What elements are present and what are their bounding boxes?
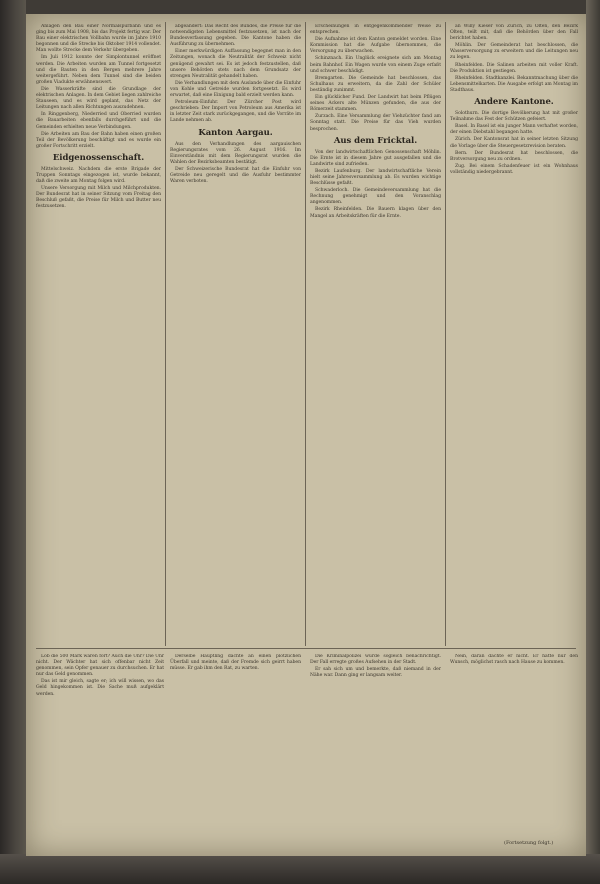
article-paragraph: Die Arbeiten am Bau der Bahn haben einen großen Teil der Bevölkerung beschäftigt und es wurde ein großer Fortschritt erzielt. (36, 131, 161, 149)
article-paragraph: Erscheinungen in entgegenkommender Weise zu entsprechen. (310, 24, 441, 36)
article-paragraph: Schwaderloch. Die Gemeindeversammlung hat die Rechnung genehmigt und den Voranschlag angenommen. (310, 188, 441, 206)
article-paragraph: an Willy Kieser von Zürich, zu Olten, den Bezirk Olten, teilt mit, daß die Behörden über den Fall berichtet haben. (450, 24, 578, 42)
section-heading-andere-kantone: Andere Kantone. (474, 97, 554, 108)
article-paragraph: Schinznach. Ein Unglück ereignete sich am Montag beim Bahnhof. Ein Wagen wurde von einem Zuge erfaßt und schwer beschädigt. (310, 56, 441, 74)
article-paragraph: Bremgarten. Die Gemeinde hat beschlossen, das Schulhaus zu erweitern, da die Zahl der Schüler beständig zunimmt. (310, 75, 441, 93)
feuilleton-column-2 (170, 654, 301, 844)
article-paragraph: Solothurn. Die dortige Bevölkerung hat mit großer Teilnahme das Fest der Schützen gefeiert. (450, 111, 578, 123)
article-paragraph: Bern. Der Bundesrat hat beschlossen, die Brotversorgung neu zu ordnen. (450, 150, 578, 162)
article-paragraph: Rheinfelden. Stadtkanzlei. Bekanntmachung über die Lebensmittelkarten. Die Ausgabe erfolgt am Montag im Stadthaus. (450, 75, 578, 93)
feuilleton-paragraph: Lob die 500 Mark waren fort? Auch die Uhr? Die Uhr nicht. Der Wächter hat sich offenbar nicht Zeit genommen, sein Opfer genauer zu durchsuchen. Er hat nur das Geld genommen. (36, 654, 164, 678)
feuilleton-rule (36, 648, 576, 649)
article-paragraph: Möhlin. Der Gemeinderat hat beschlossen, die Wasserversorgung zu erweitern und die Leitungen neu zu legen. (450, 43, 578, 61)
section-heading-fricktal: Aus dem Fricktal. (333, 135, 418, 146)
page-edge-right (586, 0, 600, 884)
feuilleton-paragraph: Die Kriminalpolizei wurde sogleich benachrichtigt. Der Fall erregte großes Aufsehen in der Stadt. (310, 654, 441, 666)
column-rule (165, 22, 166, 646)
article-paragraph: Die Wasserkräfte sind die Grundlage der elektrischen Anlagen. In dem Gebiet liegen zahlreiche Stauseen, und es wird geplant, das Netz der Leitungen nach allen Richtungen auszudehnen. (36, 86, 161, 111)
article-paragraph: Ein glücklicher Fund. Der Landwirt hat beim Pflügen seines Ackers alte Münzen gefunden, die aus der Römerzeit stammen. (310, 95, 441, 113)
column-rule (305, 22, 306, 646)
article-paragraph: Von der landwirtschaftlichen Genossenschaft Möhlin. Die Ernte ist in diesem Jahre gut ausgefallen und die Landwirte sind zufrieden. (310, 149, 441, 167)
article-paragraph: Im Juli 1912 konnte der Simplontunnel eröffnet werden. Die Arbeiten wurden am Tunnel fortgesetzt und die Bauten in den Bergen mehrere Jahre weitergeführt. Neben dem Tunnel sind die beiden großen Viadukte erwähnenswert. (36, 55, 161, 85)
article-paragraph: Bezirk Laufenburg. Der landwirtschaftliche Verein hielt seine Jahresversammlung ab. Es wurden wichtige Beschlüsse gefaßt. (310, 168, 441, 187)
newspaper-sheet (26, 14, 586, 856)
article-paragraph: Rheinfelden. Die Salinen arbeiten mit voller Kraft. Die Produktion ist gestiegen. (450, 62, 578, 74)
feuilleton-paragraph: Nein, daran dachte er nicht. Er hatte nur den Wunsch, möglichst rasch nach Hause zu kommen. (450, 654, 578, 666)
article-paragraph: Basel. In Basel ist ein junger Mann verhaftet worden, der einen Diebstahl begangen hatte. (450, 124, 578, 136)
feuilleton-paragraph: Das ist mir gleich, sagte er; ich will wissen, wo das Geld hingekommen ist. Die Sache muß aufgeklärt werden. (36, 679, 164, 697)
article-paragraph: Mittelschweiz. Nachdem die erste Brigade der Truppen Sonntags eingezogen ist, wurde bekannt, daß die zweite am Montag folgen wird. (36, 166, 161, 185)
feuilleton-column-4 (450, 654, 578, 834)
feuilleton-column-3 (310, 654, 441, 844)
article-paragraph: Zurzach. Eine Versammlung der Viehzüchter fand am Sonntag statt. Die Preise für das Vieh wurden besprochen. (310, 114, 441, 132)
article-paragraph: Bezirk Rheinfelden. Die Bauern klagen über den Mangel an Arbeitskräften für die Ernte. (310, 207, 441, 219)
feuilleton-paragraph: Er sah sich um und bemerkte, daß niemand in der Nähe war. Dann ging er langsam weiter. (310, 667, 441, 679)
article-paragraph: Anlagen den Bau einer Normalspurbahn und es ging bis zum Mai 1908, bis das Projekt fertig war. Der Bau einer elektrischen Vollbahn wurde im Jahre 1910 begonnen und die Strecke bis Oktober 1914 vollendet. Man wollte Strecke dem Verkehr übergeben. (36, 24, 161, 54)
column-3 (310, 24, 441, 644)
article-paragraph: Die Aufnahme ist dem Kanton gemeldet worden. Eine Kommission hat die Aufgabe übernommen, die Versorgung zu überwachen. (310, 37, 441, 55)
column-4 (450, 24, 578, 644)
article-paragraph: Petroleum-Einfuhr. Der Zürcher Post wird geschrieben: Der Import von Petroleum aus Amerika ist in letzter Zeit stark zurückgegangen, und die Vorräte im Lande nehmen ab. (170, 100, 301, 124)
feuilleton-column-1 (36, 654, 164, 844)
article-paragraph: In Ringgenberg, Niederried und Oberried wurden die Bauarbeiten ebenfalls durchgeführt und die Gemeinden erhielten neue Verbindungen. (36, 112, 161, 130)
article-paragraph: Die Verhandlungen mit dem Auslande über die Einfuhr von Kohle und Getreide wurden fortgesetzt. Es wird erwartet, daß eine Einigung bald erzielt werden kann. (170, 80, 301, 99)
section-heading-kanton-aargau: Kanton Aargau. (198, 127, 273, 138)
article-paragraph: Einer merkwürdigen Auffassung begegnet man in den Zeitungen, wonach die Neutralität der Schweiz nicht genügend gewahrt sei. Es ist jedoch festzustellen, daß unsere Behörden stets nach dem Grundsatz der strengen Neutralität gehandelt haben. (170, 49, 301, 79)
article-paragraph: Zürich. Der Kantonsrat hat in seiner letzten Sitzung die Vorlage über die Steuergesetzrevision beraten. (450, 137, 578, 149)
continuation-note: (Fortsetzung folgt.) (504, 840, 554, 846)
page-edge-bottom (0, 854, 600, 884)
column-1 (36, 24, 161, 644)
book-binding-edge (0, 0, 26, 884)
column-rule (445, 22, 446, 646)
article-paragraph: Der Schweizerische Bundesrat hat die Einfuhr von Getreide neu geregelt und die Ausfuhr bestimmter Waren verboten. (170, 166, 301, 185)
article-paragraph: abgeändert: Das Recht des Bundes, die Preise für die notwendigsten Lebensmittel festzusetzen, ist nach der Bundesverfassung gegeben. Die Kantone haben die Ausführung zu übernehmen. (170, 24, 301, 48)
article-paragraph: Unsere Versorgung mit Milch und Milchprodukten. Der Bundesrat hat in seiner Sitzung vom Freitag den Beschluß gefaßt, die Preise für Milch und Butter neu festzusetzen. (36, 186, 161, 210)
feuilleton-paragraph: Derselbe Häuptling dachte an einen plötzlichen Überfall und meinte, daß der Fremde sich geirrt haben müsse. Er gab ihm den Rat, zu warten. (170, 654, 301, 672)
article-paragraph: Aus den Verhandlungen des aargauischen Regierungsrates vom 26. August 1916. Im Einverständnis mit dem Regierungsrat wurden die Wahlen der Bezirksbeamten bestätigt. (170, 141, 301, 165)
article-paragraph: Zug. Bei einem Schadenfeuer ist ein Wohnhaus vollständig niedergebrannt. (450, 163, 578, 175)
section-heading-eidgenossenschaft: Eidgenossenschaft. (52, 152, 145, 163)
column-2 (170, 24, 301, 644)
